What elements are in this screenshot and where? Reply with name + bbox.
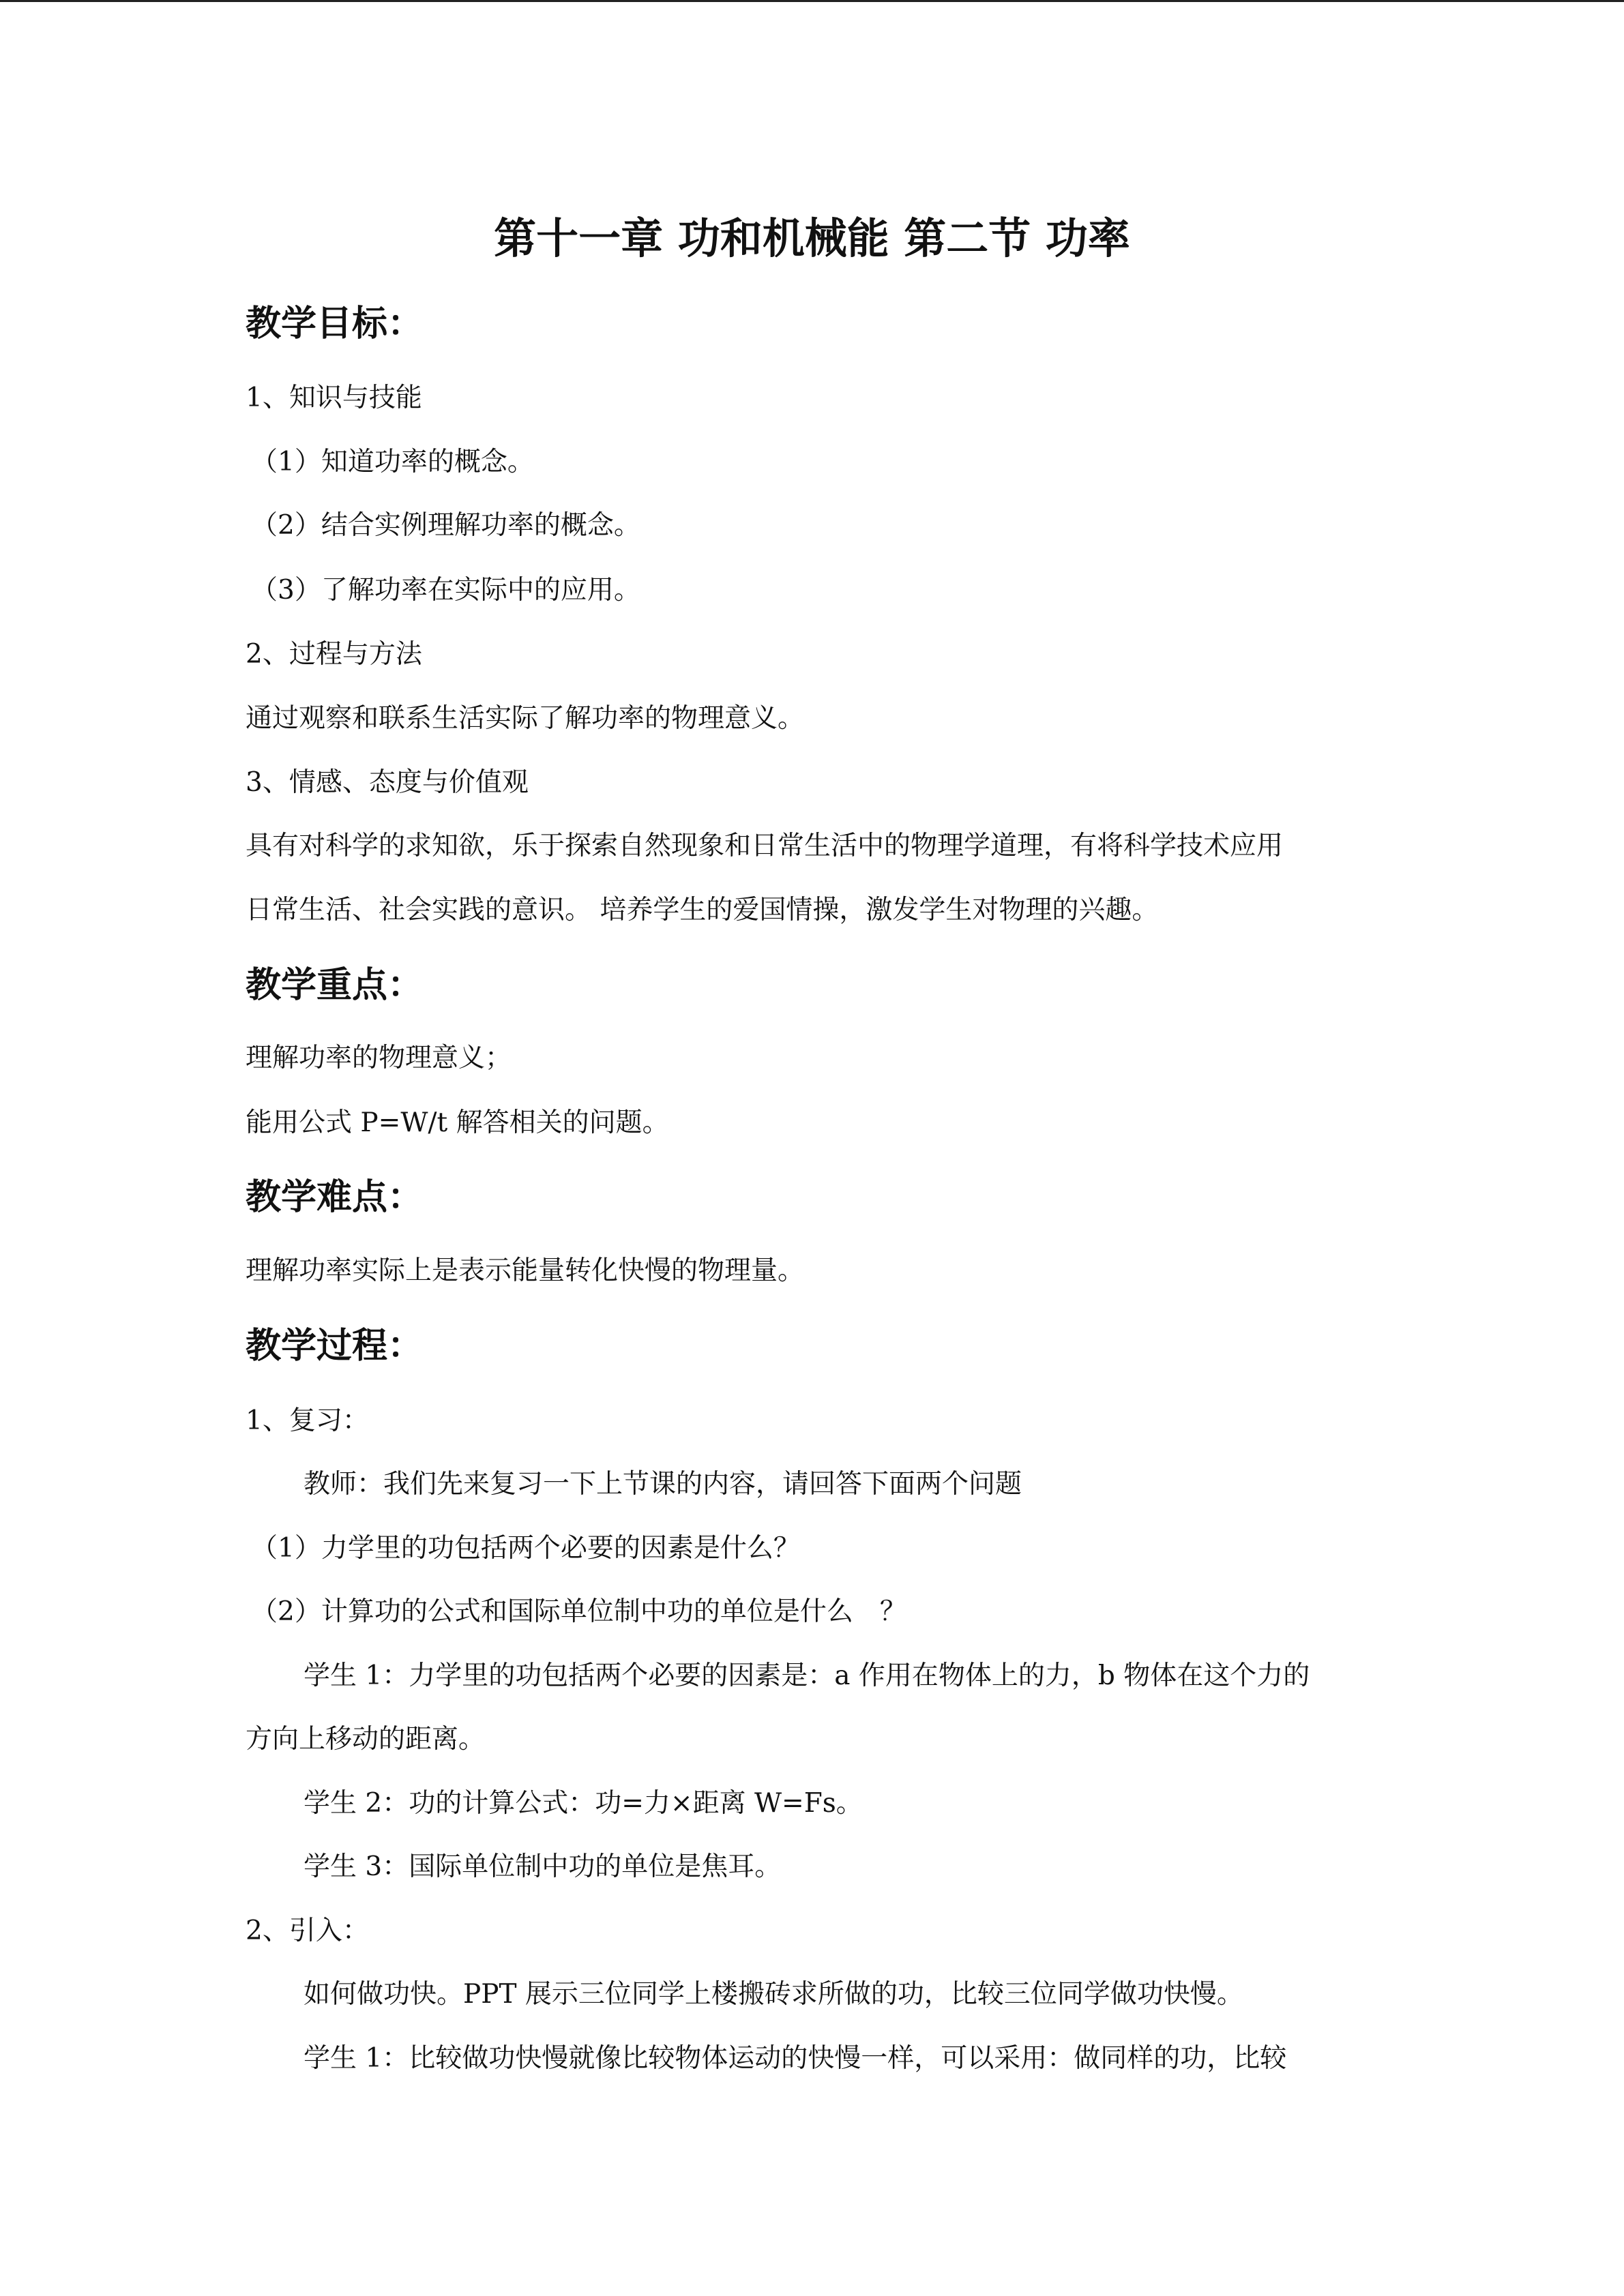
objective-line: 具有对科学的求知欲，乐于探索自然现象和日常生活中的物理学道理，有将科学技术应用 xyxy=(246,831,1284,861)
objective-line: （2）结合实例理解功率的概念。 xyxy=(251,510,640,541)
process-line: 学生 2：功的计算公式：功=力×距离 W=Fs。 xyxy=(304,1788,863,1819)
section-heading-difficulties: 教学难点： xyxy=(246,1177,424,1218)
process-line: 如何做功快。PPT 展示三位同学上楼搬砖求所做的功，比较三位同学做功快慢。 xyxy=(304,1979,1243,2010)
process-line: 学生 3：国际单位制中功的单位是焦耳。 xyxy=(304,1851,782,1882)
objective-line: 日常生活、社会实践的意识。 培养学生的爱国情操，激发学生对物理的兴趣。 xyxy=(246,895,1159,925)
objective-line: 3、情感、态度与价值观 xyxy=(246,767,529,798)
section-heading-process: 教学过程： xyxy=(246,1326,424,1367)
process-line: （1）力学里的功包括两个必要的因素是什么？ xyxy=(251,1533,800,1564)
objective-line: 2、过程与方法 xyxy=(246,639,422,670)
process-line: 2、引入： xyxy=(246,1915,369,1946)
section-heading-key-points: 教学重点： xyxy=(246,965,424,1006)
key-point-line: 能用公式 P=W/t 解答相关的问题。 xyxy=(246,1107,669,1138)
objective-line: 通过观察和联系生活实际了解功率的物理意义。 xyxy=(246,703,805,734)
objective-line: 1、知识与技能 xyxy=(246,383,422,413)
key-point-line: 理解功率的物理意义； xyxy=(246,1043,512,1073)
objective-line: （3）了解功率在实际中的应用。 xyxy=(251,575,640,606)
top-border-line xyxy=(0,0,1624,2)
difficulty-line: 理解功率实际上是表示能量转化快慢的物理量。 xyxy=(246,1255,805,1286)
process-line: 1、复习： xyxy=(246,1405,369,1436)
process-line: 学生 1：比较做功快慢就像比较物体运动的快慢一样，可以采用：做同样的功，比较 xyxy=(304,2043,1287,2074)
process-line: 方向上移动的距离。 xyxy=(246,1724,486,1755)
document-title: 第十一章 功和机械能 第二节 功率 xyxy=(494,213,1130,263)
process-line: 教师：我们先来复习一下上节课的内容，请回答下面两个问题 xyxy=(304,1469,1022,1500)
section-heading-objectives: 教学目标： xyxy=(246,303,424,344)
process-line: （2）计算功的公式和国际单位制中功的单位是什么 ？ xyxy=(251,1596,906,1627)
process-line: 学生 1：力学里的功包括两个必要的因素是：a 作用在物体上的力，b 物体在这个力的 xyxy=(304,1660,1310,1691)
objective-line: （1）知道功率的概念。 xyxy=(251,447,534,477)
